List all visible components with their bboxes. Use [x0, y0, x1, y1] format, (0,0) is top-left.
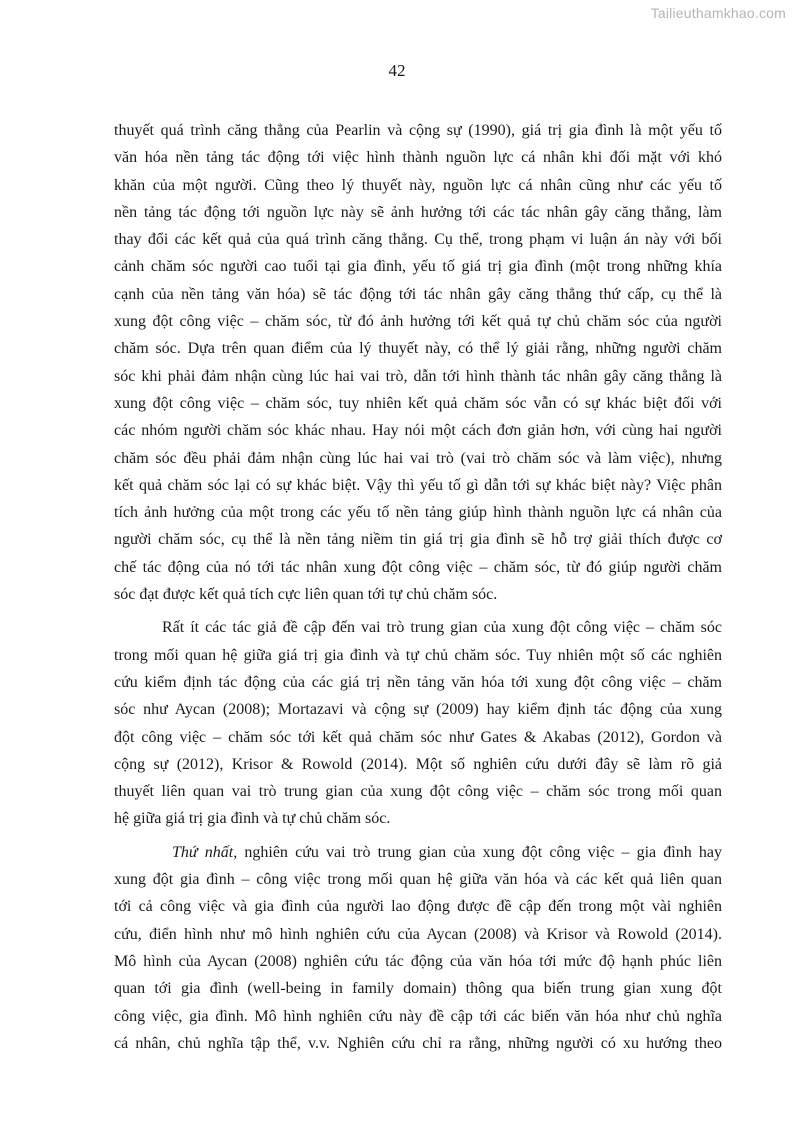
text-line: đột công việc – chăm sóc tới kết quả chăm sóc như Gates & Akabas (2012), Gordon và: [114, 728, 722, 746]
text-line: tới cả công việc và gia đình của người lao động được đề cập đến trong một vài nghiên: [114, 898, 722, 916]
text-line: chăm sóc đều phải đảm nhận cùng lúc hai vai trò (vai trò chăm sóc và làm việc), nhưng: [114, 449, 722, 467]
lead-text: , nghiên cứu vai trò trung gian của xung đột công việc – gia đình hay: [233, 843, 723, 861]
text-line: các nhóm người chăm sóc khác nhau. Hay nói một cách đơn giản hơn, với cùng hai người: [114, 422, 722, 440]
text-line: cộng sự (2012), Krisor & Rowold (2014). Một số nghiên cứu dưới đây sẽ làm rõ giả: [114, 755, 722, 773]
text-line: quan tới gia đình (well-being in family domain) thông qua biến trung gian xung đột: [114, 980, 722, 998]
text-line: thuyết liên quan vai trò trung gian của xung đột công việc – chăm sóc trong mối quan: [114, 783, 722, 801]
document-body: [114, 117, 722, 1057]
text-line: khăn của một người. Cũng theo lý thuyết này, nguồn lực cá nhân cũng như các yếu tố: [114, 176, 722, 194]
text-line: xung đột gia đình – công việc trong mối quan hệ giữa văn hóa và các kết quả liên quan: [114, 871, 722, 889]
text-line: cạnh của nền tảng văn hóa) sẽ tác động tới tác nhân gây căng thẳng thứ cấp, cụ thể là: [114, 285, 722, 303]
text-line: sóc đạt được kết quả tích cực liên quan tới tự chủ chăm sóc.: [114, 586, 498, 604]
text-line: cứu kiểm định tác động của các giá trị nền tảng văn hóa tới xung đột công việc – chăm: [114, 673, 722, 691]
italic-lead: Thứ nhất: [172, 843, 234, 861]
paragraph-3: [114, 839, 722, 1057]
text-line: công việc, gia đình. Mô hình nghiên cứu này đề cập tới các biến văn hóa như chủ nghĩa: [114, 1007, 722, 1025]
text-line: thay đổi các kết quả của quá trình căng thẳng. Cụ thể, trong phạm vi luận án này với bối: [114, 231, 722, 249]
text-line: Mô hình của Aycan (2008) nghiên cứu tác động của văn hóa tới mức độ hạnh phúc liên: [114, 952, 722, 970]
text-line: xung đột công việc – chăm sóc, tuy nhiên kết quả chăm sóc vẫn có sự khác biệt đối với: [114, 394, 722, 412]
paragraph-2: [114, 614, 722, 832]
text-line: văn hóa nền tảng tác động tới việc hình thành nguồn lực cá nhân khi đối mặt với khó: [114, 149, 722, 167]
paragraph-1: [114, 117, 722, 608]
text-line: cứu, điển hình như mô hình nghiên cứu của Aycan (2008) và Krisor và Rowold (2014).: [114, 925, 722, 943]
text-line: tích ảnh hưởng của một trong các yếu tố nền tảng giúp hình thành nguồn lực cá nhân của: [114, 504, 722, 522]
text-line: hệ giữa giá trị gia đình và tự chủ chăm sóc.: [114, 810, 391, 828]
text-line: nền tảng tác động tới nguồn lực này sẽ ảnh hưởng tới các tác nhân gây căng thẳng, làm: [114, 203, 722, 221]
text-line: [114, 839, 722, 866]
page-number: 42: [388, 61, 406, 80]
watermark: Tailieuthamkhao.com: [650, 5, 786, 21]
text-line: người chăm sóc, cụ thể là nền tảng niềm tin giá trị gia đình sẽ hỗ trợ giải thích được cơ: [114, 531, 722, 549]
text-line: xung đột công việc – chăm sóc, từ đó ảnh hưởng tới kết quả tự chủ chăm sóc của người: [114, 313, 722, 331]
text-line: kết quả chăm sóc lại có sự khác biệt. Vậy thì yếu tố gì dẫn tới sự khác biệt này? Việc phân: [114, 476, 722, 494]
text-line: chế tác động của nó tới tác nhân xung đột công việc – chăm sóc, từ đó giúp người chăm: [114, 558, 722, 576]
text-line: sóc khi phải đảm nhận cùng lúc hai vai trò, dẫn tới hình thành tác nhân gây căng thẳng là: [114, 367, 722, 385]
text-line: Rất ít các tác giả đề cập đến vai trò trung gian của xung đột công việc – chăm sóc: [162, 619, 722, 637]
text-line: cảnh chăm sóc người cao tuổi tại gia đình, yếu tố giá trị gia đình (một trong những khía: [114, 258, 722, 276]
text-line: thuyết quá trình căng thẳng của Pearlin và cộng sự (1990), giá trị gia đình là một yếu tố: [114, 122, 722, 139]
text-line: chăm sóc. Dựa trên quan điểm của lý thuyết này, có thể lý giải rằng, những người chăm: [114, 340, 722, 358]
text-line: sóc như Aycan (2008); Mortazavi và cộng sự (2009) hay kiểm định tác động của xung: [114, 701, 722, 719]
text-line: trong mối quan hệ giữa giá trị gia đình và tự chủ chăm sóc. Tuy nhiên một số các nghiên: [114, 646, 722, 664]
text-line: cá nhân, chủ nghĩa tập thể, v.v. Nghiên cứu chỉ ra rằng, những người có xu hướng theo: [114, 1034, 722, 1052]
